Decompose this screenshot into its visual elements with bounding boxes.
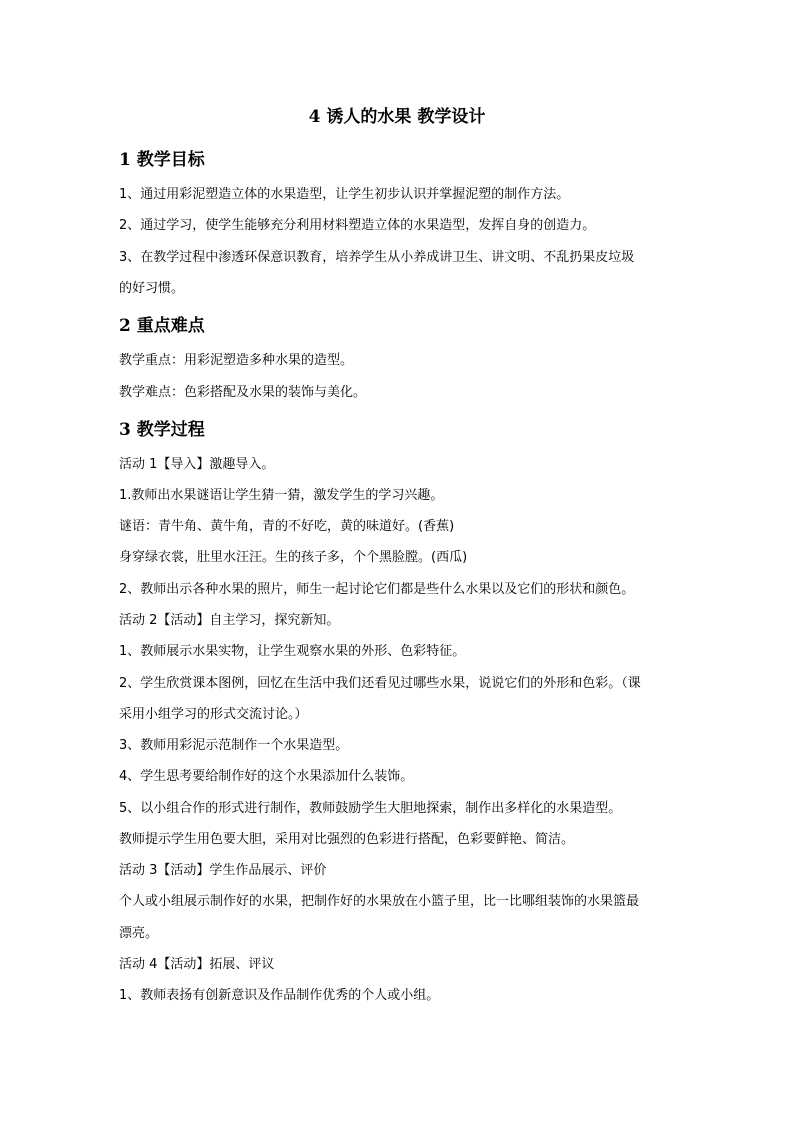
paragraph: 谜语：青牛角、黄牛角，青的不好吃，黄的味道好。(香蕉) [119,519,455,534]
paragraph: 2、教师出示各种水果的照片，师生一起讨论它们都是些什么水果以及它们的形状和颜色。 [119,582,635,597]
paragraph: 5、以小组合作的形式进行制作，教师鼓励学生大胆地探索，制作出多样化的水果造型。 [119,801,622,816]
paragraph: 活动 4【活动】拓展、评议 [119,957,275,972]
paragraph: 采用小组学习的形式交流讨论。） [119,707,308,722]
paragraph: 教师提示学生用色要大胆，采用对比强烈的色彩进行搭配，色彩要鲜艳、简洁。 [119,832,575,847]
paragraph: 1、通过用彩泥塑造立体的水果造型，让学生初步认识并掌握泥塑的制作方法。 [119,187,570,202]
paragraph: 的好习惯。 [119,281,185,296]
paragraph: 2、学生欣赏课本图例，回忆在生活中我们还看见过哪些水果，说说它们的外形和色彩。（课 [119,676,641,691]
paragraph: 活动 2【活动】自主学习，探究新知。 [119,613,340,628]
document-title: 4 诱人的水果 教学设计 [308,107,486,127]
paragraph: 活动 1【导入】激趣导入。 [119,457,275,472]
paragraph: 3、教师用彩泥示范制作一个水果造型。 [119,738,349,753]
paragraph: 1、教师表扬有创新意识及作品制作优秀的个人或小组。 [119,988,440,1003]
section-heading-objectives: 1 教学目标 [119,150,205,170]
paragraph: 教学难点：色彩搭配及水果的装饰与美化。 [119,385,367,400]
paragraph: 教学重点：用彩泥塑造多种水果的造型。 [119,353,354,368]
paragraph: 2、通过学习，使学生能够充分利用材料塑造立体的水果造型，发挥自身的创造力。 [119,218,596,233]
section-heading-key-points: 2 重点难点 [119,316,205,336]
paragraph: 身穿绿衣裳，肚里水汪汪。生的孩子多，个个黑脸膛。(西瓜) [119,550,468,565]
paragraph: 个人或小组展示制作好的水果，把制作好的水果放在小篮子里，比一比哪组装饰的水果篮最 [119,894,640,909]
paragraph: 1、教师展示水果实物，让学生观察水果的外形、色彩特征。 [119,644,466,659]
paragraph: 1.教师出水果谜语让学生猜一猜，激发学生的学习兴趣。 [119,488,444,503]
section-heading-process: 3 教学过程 [119,420,205,440]
paragraph: 3、在教学过程中渗透环保意识教育，培养学生从小养成讲卫生、讲文明、不乱扔果皮垃圾 [119,250,635,265]
paragraph: 4、学生思考要给制作好的这个水果添加什么装饰。 [119,769,414,784]
paragraph: 漂亮。 [119,926,159,941]
paragraph: 活动 3【活动】学生作品展示、评价 [119,863,327,878]
